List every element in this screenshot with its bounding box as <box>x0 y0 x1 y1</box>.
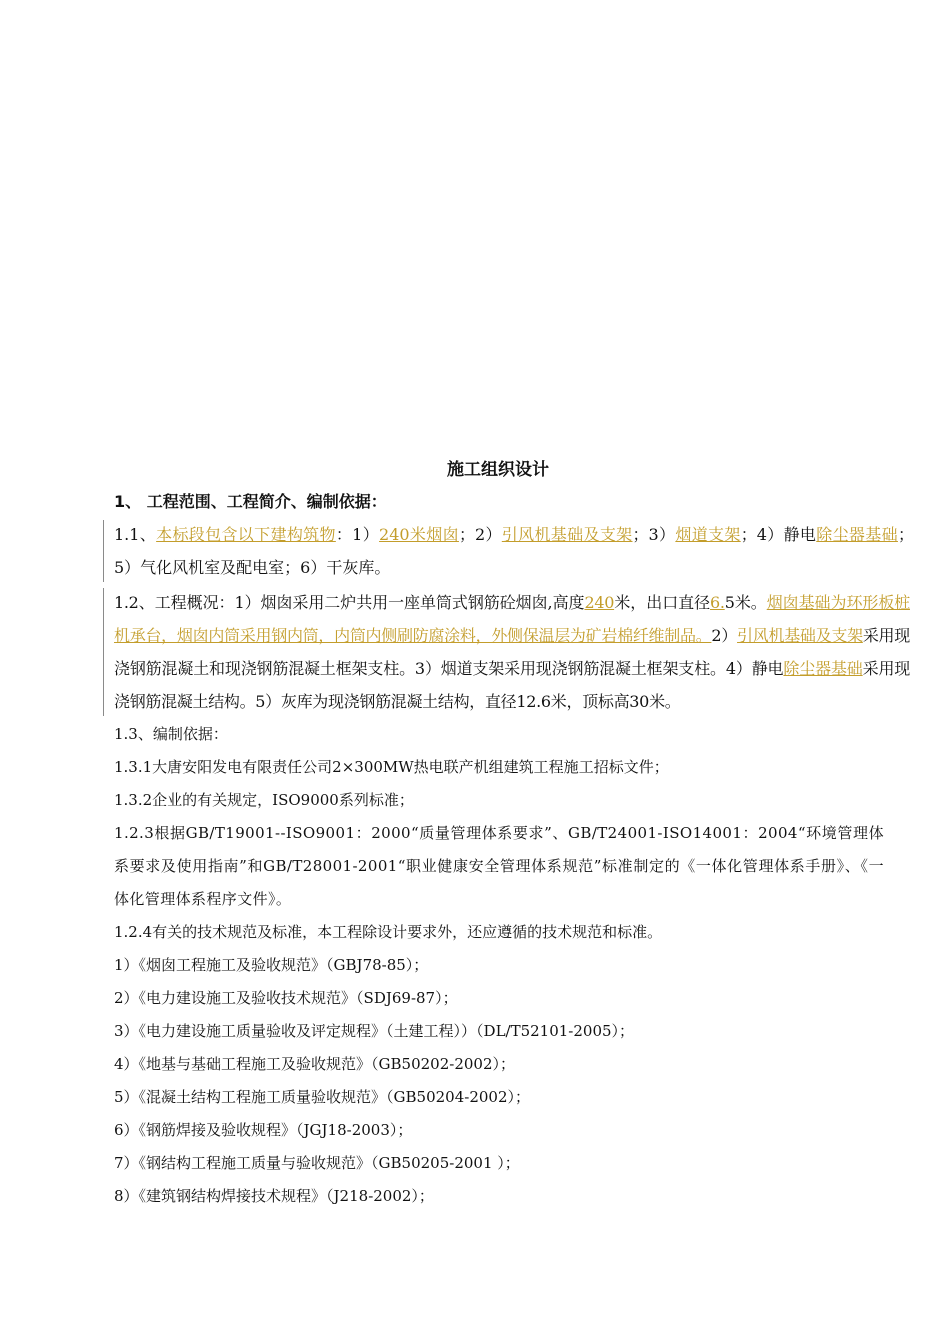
inserted-text: 烟囱基础为环形板桩机承台，烟囱内筒采用钢内筒，内筒内侧刷防腐涂料，外侧保温层为矿岩棉纤维制品。 <box>114 593 910 645</box>
paragraph-text: ；3） <box>632 525 676 544</box>
standard-item: 4）《地基与基础工程施工及验收规范》（GB50202-2002）； <box>114 1055 516 1073</box>
paragraph-1-2-3: 1.2.3根据GB/T19001--ISO9001：2000“质量管理体系要求”、GB/T24001-ISO14001：2004“环境管理体系要求及使用指南”和GB/T28001-2001“职业健康安全管理体系规范”标准制定的《一体化管理体系手册》、《一体化管理体系程序文件》。 <box>114 824 884 908</box>
paragraph-1-2 <box>114 586 910 718</box>
paragraph-text: ；4）静电 <box>740 525 817 544</box>
paragraph-1-3-2: 1.3.2企业的有关规定，ISO9000系列标准； <box>114 791 414 809</box>
paragraph-1-1 <box>114 518 914 584</box>
inserted-text: 240米烟囱 <box>379 525 459 544</box>
paragraph-text: 采用现浇钢筋混凝土结构。5）灰库为现浇钢筋混凝土结构，直径12.6米，顶标高30米。 <box>114 659 910 711</box>
inserted-text: 240 <box>584 593 615 612</box>
paragraph-text: 米，出口直径 <box>614 593 711 612</box>
paragraph-text: 采用现浇钢筋混凝土和现浇钢筋混凝土框架支柱。3）烟道支架采用现浇钢筋混凝土框架支柱。4）静电 <box>114 626 910 678</box>
paragraph-text: ；5）气化风机室及配电室；6）干灰库。 <box>114 525 914 577</box>
paragraph-1-3: 1.3、编制依据： <box>114 725 228 743</box>
paragraph-text: ：1） <box>335 525 380 544</box>
paragraph-1-1-prefix: 1.1、 <box>114 525 157 544</box>
inserted-text: 除尘器基础 <box>783 659 863 678</box>
standard-item: 1）《烟囱工程施工及验收规范》（GBJ78-85）； <box>114 956 429 974</box>
standard-item: 2）《电力建设施工及验收技术规范》（SDJ69-87）； <box>114 989 458 1007</box>
paragraph-1-3-1: 1.3.1大唐安阳发电有限责任公司2×300MW热电联产机组建筑工程施工招标文件； <box>114 758 669 776</box>
paragraph-1-2-4: 1.2.4有关的技术规范及标准，本工程除设计要求外，还应遵循的技术规范和标准。 <box>114 923 663 941</box>
paragraph-text: 1.2、工程概况：1）烟囱采用二炉共用一座单筒式钢筋砼烟囱,高度 <box>114 593 585 612</box>
inserted-text: 烟道支架 <box>675 525 741 544</box>
inserted-text: 引风机基础及支架 <box>501 525 633 544</box>
inserted-text: 本标段包含以下建构筑物 <box>156 525 336 544</box>
paragraph-text: 2） <box>711 626 738 645</box>
standard-item: 5）《混凝土结构工程施工质量验收规范》（GB50204-2002）； <box>114 1088 531 1106</box>
inserted-text: 引风机基础及支架 <box>737 626 863 645</box>
inserted-text: 除尘器基础 <box>816 525 898 544</box>
standard-item: 3）《电力建设施工质量验收及评定规程》（土建工程））（DL/T52101-2005）； <box>114 1022 635 1040</box>
paragraph-text: 5米。 <box>724 593 767 612</box>
paragraph-text: ；2） <box>458 525 502 544</box>
section-1-heading: 1、 工程范围、工程简介、编制依据： <box>114 492 387 511</box>
document-body <box>114 489 914 1213</box>
standard-item: 7）《钢结构工程施工质量与验收规范》（GB50205-2001 ）； <box>114 1154 520 1172</box>
standard-item: 6）《钢筋焊接及验收规程》（JGJ18-2003）； <box>114 1121 413 1139</box>
standard-item: 8）《建筑钢结构焊接技术规程》（J218-2002）； <box>114 1187 434 1205</box>
document-title: 施工组织设计 <box>447 460 549 480</box>
inserted-text: 6. <box>710 593 725 612</box>
